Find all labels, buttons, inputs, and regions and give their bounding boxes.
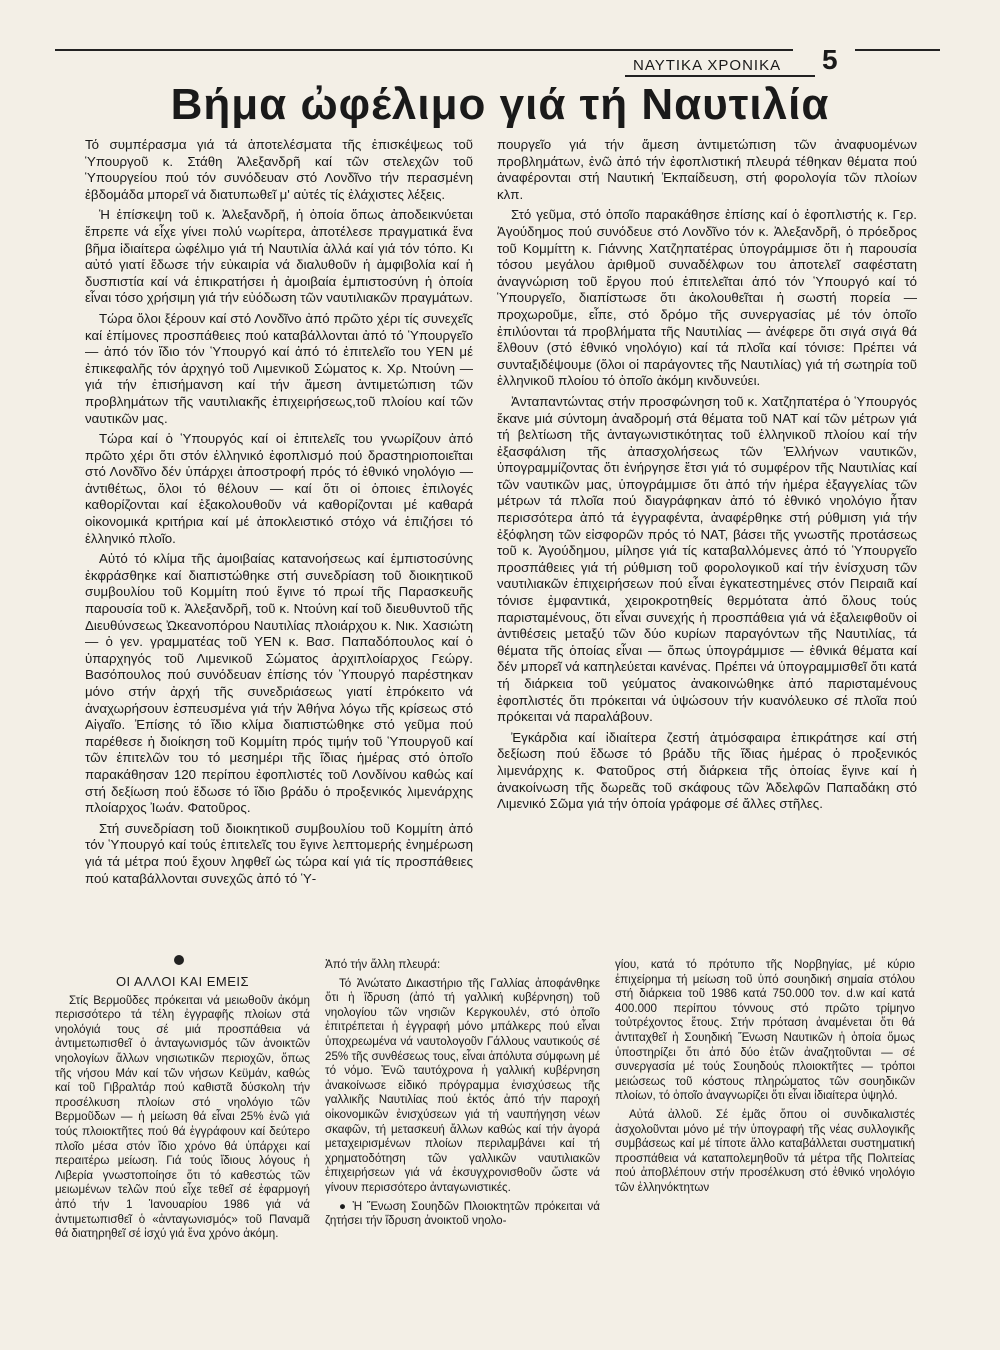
header-rule-left (55, 49, 793, 51)
paragraph: πουργεῖο γιά τήν ἄμεση ἀντιμετώπιση τῶν ἀναφυομένων προβλημάτων, ἐνῶ ἀπό τήν ἐφοπλιστική πλευρά τέθηκαν θέματα πού ἀναφέρονται στή Ναυτική Ἐκπαίδευση, στή φορολογία τῶν πλοίων κλπ. (497, 137, 917, 202)
article-column-2 (497, 137, 917, 945)
sidebar-column-3 (615, 958, 915, 1318)
paragraph: Τό Ἀνώτατο Δικαστήριο τῆς Γαλλίας ἀποφάνθηκε ὅτι ἡ ἵδρυση (ἀπό τή γαλλική κυβέρνηση) τοῦ νηολογίου τῶν νησιῶν Κεργκουλέν, στό ὁποῖο ἐπιτρέπεται ἡ ἐγγραφή μόνο μπάλκερς πού εἶναι ὑποχρεωμένα νά ναυτολογοῦν Γάλλους ναυτικούς σέ 25% τῆς συνθέσεως τους, εἶναι ἀπόλυτα σύμφωνη μέ τό νόμο. Ἐνῶ ταυτόχρονα ἡ γαλλική κυβέρνηση ἀνακοίνωσε εἰδικό πρόγραμμα ἐνισχύσεως τῆς γαλλικῆς Ναυτιλίας πού ἐκτός ἀπό τήν παροχή οἰκονομικῶν ἐνισχύσεων γιά τή ναυπήγηση νέων σκαφῶν, τή μετασκευή ἄλλων καθώς καί τήν ἀγορά μεταχειρισμένων πλοίων περιλαμβάνει καί τή χρηματοδότηση τῶν γαλλικῶν ναυτιλιακῶν ἐπιχειρήσεων γιά νά ἐκσυγχρονισθοῦν ὥστε νά γίνουν περισσότερο ἀνταγωνιστικές. (325, 976, 600, 1194)
paragraph: Στή συνεδρίαση τοῦ διοικητικοῦ συμβουλίου τοῦ Κομμίτη ἀπό τόν Ὑπουργό καί τούς ἐπιτελεῖς του ἔγινε λεπτομερής ἐνημέρωση γιά τά μέτρα πού ἔχουν ληφθεῖ ὡς τώρα καί γιά τίς προσπάθειες πού καταβάλλονται συνεχῶς ἀπό τό Ὑ- (85, 820, 473, 886)
sidebar-column-1 (55, 975, 310, 1300)
paragraph: Στίς Βερμοῦδες πρόκειται νά μειωθοῦν ἀκόμη περισσότερο τά τέλη ἐγγραφῆς πλοίων στά νηολόγιά τους σέ μιά προσπάθεια νά ἀντιμετωπισθεῖ ὁ ἀνταγωνισμός τῶν ἀνοικτῶν νηολογίων ἄλλων νησιωτικῶν περιοχῶν, ὅπως τῆς νήσου Μάν καί τῶν νήσων Κεϋμάν, καθώς καί τοῦ Γιβραλτάρ πού καθιστᾶ δύσκολη τήν προσέλκυση πλοίων στό νηολόγιο τῶν Βερμοῦδων — ἡ μείωση θά εἶναι 25% ἐνῶ γιά τούς πλοιοκτῆτες πού θά ἐγγράφουν καί δεύτερο πλοῖο μέσα στόν ἴδιο χρόνο θά ὑπάρχει καί περαιτέρω μείωση. Γιά τούς ἴδιους λόγους ἡ Λιβερία γνωστοποίησε ὅτι τό καθεστώς τῶν μειωμένων τελῶν πού εἶχε τεθεῖ σέ ἐφαρμογή ἀπό τήν 1 Ἰανουαρίου 1986 γιά νά ἀντιμετωπισθεῖ ὁ «ἀνταγωνισμός» τοῦ Παναμᾶ θά διατηρηθεῖ σέ ἰσχύ γιά ἕνα χρόνο ἀκόμη. (55, 993, 310, 1241)
paragraph: Στό γεῦμα, στό ὁποῖο παρακάθησε ἐπίσης καί ὁ ἐφοπλιστής κ. Γερ. Ἀγούδημος πού συνόδευε στό Λονδῖνο τόν κ. Ἀλεξανδρῆ, ὁ πρόεδρος τοῦ Κομμίττη κ. Γιάννης Χατζηπατέρας ὑπογράμμισε ὅτι ἡ παρουσία τόσου μεγάλου ἀριθμοῦ συναδέλφων του ἀποτελεῖ σαφέστατη ἀναγνώριση τοῦ ἔργου πού ἐπιτελεῖται ἀπό τόν Ὑπουργό καί τό Ὑπουργεῖο, διαπίστωσε ὅτι ἀκολουθεῖται ἡ σωστή πορεία — προχωροῦμε, εἶπε, στό δρόμο τῆς συνεργασίας μέ τόν ὁποῖο ἐπιλύονται τά προβλήματα τῆς Ναυτιλίας — ἀνέφερε ὅτι σιγά σιγά θά ἔλθουν (στό ἐθνικό νηολόγιο) καί τά πλοῖα καί τόνισε: Πρέπει νά συνταξιδέψουμε (ὅλοι οἱ παράγοντες τῆς Ναυτιλίας) γιά τή σωτηρία τοῦ ἑλληνικοῦ πλοίου τό ὁποῖο ἀκόμη κινδυνεύει. (497, 207, 917, 389)
paragraph: Τώρα ὅλοι ξέρουν καί στό Λονδῖνο ἀπό πρῶτο χέρι τίς συνεχεῖς καί ἐπίμονες προσπάθειες πού καταβάλλονται ἀπό τό Ὑπουργεῖο — ἀπό τόν ἴδιο τόν Ὑπουργό καί ἀπό τό ἐπιτελεῖο του ΥΕΝ μέ ἐπικεφαλῆς τόν ἀρχηγό τοῦ Λιμενικοῦ Σώματος κ. Χρ. Ντούνη — γιά τήν ἐπισήμανση καί τήν ἄμεση ἀντιμετώπιση τῶν προβλημάτων τῆς ναυτιλιακῆς ἐπιχειρήσεως,τοῦ πλοίου καί τῶν ναυτικῶν μας. (85, 310, 473, 426)
paragraph: Αὐτά ἀλλοῦ. Σέ ἐμᾶς ὅπου οἱ συνδικαλιστές ἀσχολοῦνται μόνο μέ τήν ὑπογραφή τῆς νέας συλλογικῆς συμβάσεως καί μέ τίποτε ἄλλο καταβάλλεται συστηματική προσπάθεια νά καταπολεμηθοῦν τά μέτρα τῆς Πολιτείας πού ἀποβλέπουν στήν προσέλκυση στό ἐθνικό νηολόγιο τῶν ἑλληνόκτητων (615, 1107, 915, 1194)
paragraph: Ἀνταπαντώντας στήν προσφώνηση τοῦ κ. Χατζηπατέρα ὁ Ὑπουργός ἔκανε μιά σύντομη ἀναδρομή στά θέματα τοῦ ΝΑΤ καί τῶν μέτρων γιά τή βελτίωση τῆς ἀνταγωνιστικότητας τοῦ ἑλληνικοῦ πλοίου καί τήν ἐξασφάλιση τῆς ἀπασχολήσεως τῶν Ἑλλήνων ναυτικῶν, ὑπογραμμίζοντας ὅτι ἐνήργησε ἔτσι γιά τό συμφέρον τῆς Ναυτιλίας καί τῶν ναυτικῶν μας, ὑπογράμμισε ὅτι ἀπό τήν ἡμέρα ἐξαγγελίας τῶν μέτρων τά πλοῖα πού διαγράφηκαν ἀπό τό ἐθνικό νηολόγιο ἦταν περισσότερα ἀπό τά ἐγγραφέντα, ἀναφέρθηκε στή ρύθμιση γιά τήν ἐξόφληση τῶν εἰσφορῶν πρός τό ΝΑΤ, βάσει τῆς γνωστῆς προτάσεως τοῦ κ. Ἀγούδημου, μίλησε γιά τίς καταβαλλόμενες ἀπό τό Ὑπουργεῖο προσπάθειες γιά τή ρύθμιση τοῦ φορολογικοῦ καί τήν ἐνίσχυση τῶν ναυτιλιακῶν ἐπιχειρήσεων πού εἶναι ἐγκατεστημένες στόν Πειραιᾶ καί τόνισε ἐμφαντικά, χειροκροτηθείς θερμότατα ἀπό ὅλους τούς παρισταμένους, ὅτι εἶναι συνεχής ἡ προσπάθεια γιά νά ἐξαλειφθοῦν οἱ ἀντιθέσεις μεταξύ τῶν δύο κυρίων παραγόντων τῆς Ναυτιλίας, τά θέματα τῆς ὁποίας εἶναι — ὅπως ὑπογράμμισε — ἐθνικά θέματα καί δέν μπορεῖ νά καπηλεύεται κανένας. Πρέπει νά ὑπογραμμισθεῖ ὅτι κατά τή διάρκεια τοῦ γεύματος ἀνακοινώθηκε ἀπό παρισταμένους ἐφοπλιστές ὅτι πρόκειται νά ὑψώσουν τήν κυανόλευκο σέ πλοῖα πού πρόκειται νά παραλάβουν. (497, 393, 917, 725)
sidebar-column-2 (325, 958, 600, 1318)
section-separator-bullet (174, 955, 184, 965)
header-rule-underline (625, 75, 815, 77)
paragraph: Ἡ ἐπίσκεψη τοῦ κ. Ἀλεξανδρῆ, ἡ ὁποία ὅπως ἀποδεικνύεται ἔπρεπε νά εἶχε γίνει πολύ νωρίτερα, ἀποτέλεσε πραγματικά ἕνα βῆμα ἰδιαίτερα ὠφέλιμο γιά τή Ναυτιλία ἀλλά καί γιά τόν τόπο. Κι αὐτό γιατί ἔδωσε τήν εὐκαιρία νά διαλυθοῦν ἡ ἀμφιβολία καί ἡ δυσπιστία καί νά ἐπικρατήσει ἡ ἀμοιβαία ἐμπιστοσύνη ἡ ὁποία εἶναι τόσο χρήσιμη γιά τήν εὐόδωση τῶν ναυτιλιακῶν πραγμάτων. (85, 207, 473, 306)
paragraph: Τώρα καί ὁ Ὑπουργός καί οἱ ἐπιτελεῖς του γνωρίζουν ἀπό πρῶτο χέρι ὅτι στόν ἑλληνικό ἐφοπλισμό πού δραστηριοποιεῖται στό Λονδῖνο δέν ὑπάρχει ἀποστροφή πρός τό ἐθνικό νηολόγιο — ἀντιθέτως, ὅλοι τό θέλουν — καί ὅτι οἱ ὁποιες ἐπιλογές καθορίζονται καί ἐξακολουθοῦν νά καθορίζονται μέ καθαρά οἰκονομικά κριτήρια καί μέ ἀποκλειστικό στόχο νά ἐπιζήσει τό ἑλληνικό πλοῖο. (85, 431, 473, 546)
paragraph: Τό συμπέρασμα γιά τά ἀποτελέσματα τῆς ἐπισκέψεως τοῦ Ὑπουργοῦ κ. Στάθη Ἀλεξανδρῆ καί τῶν στελεχῶν τοῦ Ὑπουργείου πού τόν συνόδευαν στό Λονδῖνο τήν περασμένη ἑβδομάδα μπορεῖ νά διατυπωθεῖ μ' αὐτές τίς ἐλάχιστες λέξεις. (85, 137, 473, 202)
paragraph: Ἐγκάρδια καί ἰδιαίτερα ζεστή ἀτμόσφαιρα ἐπικράτησε καί στή δεξίωση πού ἔδωσε τό βράδυ τῆς ἴδιας ἡμέρας ὁ προξενικός λιμενάρχης κ. Φατοῦρος στή διάρκεια τῆς ὁποίας ἔγινε καί ἡ ἀνακοίνωση τῆς δωρεᾶς τοῦ σκάφους τῶν Ἀδελφῶν Παπαδάκη στό Λιμενικό Σῶμα γιά τήν ὁποία γράφομε σέ ἄλλες στῆλες. (497, 729, 917, 812)
paragraph: ● Ἡ Ἕνωση Σουηδῶν Πλοιοκτητῶν πρόκειται νά ζητήσει τήν ἵδρυση ἀνοικτοῦ νηολο- (325, 1199, 600, 1228)
article-column-1 (85, 137, 473, 949)
header-rule-right (855, 49, 940, 51)
newspaper-section-label: ΝΑΥΤΙΚΑ ΧΡΟΝΙΚΑ (633, 57, 782, 74)
paragraph: Ἀπό τήν ἄλλη πλευρά: (325, 958, 441, 971)
paragraph: Αὐτό τό κλίμα τῆς ἀμοιβαίας κατανοήσεως καί ἐμπιστοσύνης ἐκφράσθηκε καί διαπιστώθηκε στή συνεδρίαση τοῦ διοικητικοῦ συμβουλίου τοῦ Κομμίτη πού ἔγινε τό πρωί τῆς Παρασκευῆς παρουσία τοῦ κ. Ἀλεξανδρῆ, τοῦ κ. Ντούνη καί τοῦ διευθυντοῦ τῆς Διευθύνσεως Ὠκεανοπόρου Ναυτιλίας πλοιάρχου κ. Νικ. Χασιώτη — ὁ γεν. γραμματέας τοῦ ΥΕΝ κ. Βασ. Παπαδόπουλος καί ὁ ὑπαρχηγός τοῦ Λιμενικοῦ Σώματος ἀρχιπλοίαρχος Γεώργ. Βασόπουλος πού συνόδευαν ἐπίσης τόν Ὑπουργό παρέστηκαν μόνο στήν ἀρχή τῆς συνεδριάσεως γιατί ἐπρόκειτο νά ἀναχωρήσουν ἐσπευσμένα γιά τήν Ἀθήνα λόγω τῆς κρίσεως στό Αἰγαῖο. Ἐπίσης τό ἴδιο κλίμα διαπιστώθηκε στό γεῦμα πού παρέθεσε ἡ διοίκηση τοῦ Κομμίτη πρός τιμήν τοῦ Ὑπουργοῦ καί τῶν ἐπιτελῶν του τό μεσημέρι τῆς ἴδιας ἡμέρας στό ὁποῖο παρακάθησαν 120 περίπου ἐφοπλιστές τοῦ Λονδίνου καθώς καί στή δεξίωση πού ἔδωσε τό ἴδιο βράδυ ὁ προξενικός λιμενάρχης πλοίαρχος Ἰωάν. Φατοῦρος. (85, 551, 473, 816)
article-headline: Βήμα ὠφέλιμο γιά τή Ναυτιλία (170, 80, 830, 129)
paragraph: γίου, κατά τό πρότυπο τῆς Νορβηγίας, μέ κύριο ἐπιχείρημα τή μείωση τοῦ ὑπό σουηδική σημαία στόλου στή διάρκεια τοῦ 1986 κατά 750.000 τον. d.w καί κατά 400.000 περίπου τόννους στό πρῶτο τρίμηνο τοὐτρέχοντος ἔτους. Στήν πρόταση ἀναμένεται ὅτι θά ἀντιταχθεῖ ἡ Σουηδική Ἕνωση Ναυτικῶν ἡ ὁποία ὅμως ὑποστηρίζει ὅτι ἀπό δύο ἐτῶν ἀναζητοῦνται — σέ συνεργασία μέ τούς Σουηδούς πλοιοκτῆτες — τρόποι μειώσεως τοῦ κόστους πληρώματος τῶν σουηδικῶν πλοίων, τό ὁποῖο ἀναγνωρίζει ὅτι εἶναι ἰδιαίτερα ὑψηλό. (615, 958, 915, 1103)
sidebar-title: ΟΙ ΑΛΛΟΙ ΚΑΙ ΕΜΕΙΣ (115, 975, 250, 989)
page-number: 5 (822, 44, 838, 75)
